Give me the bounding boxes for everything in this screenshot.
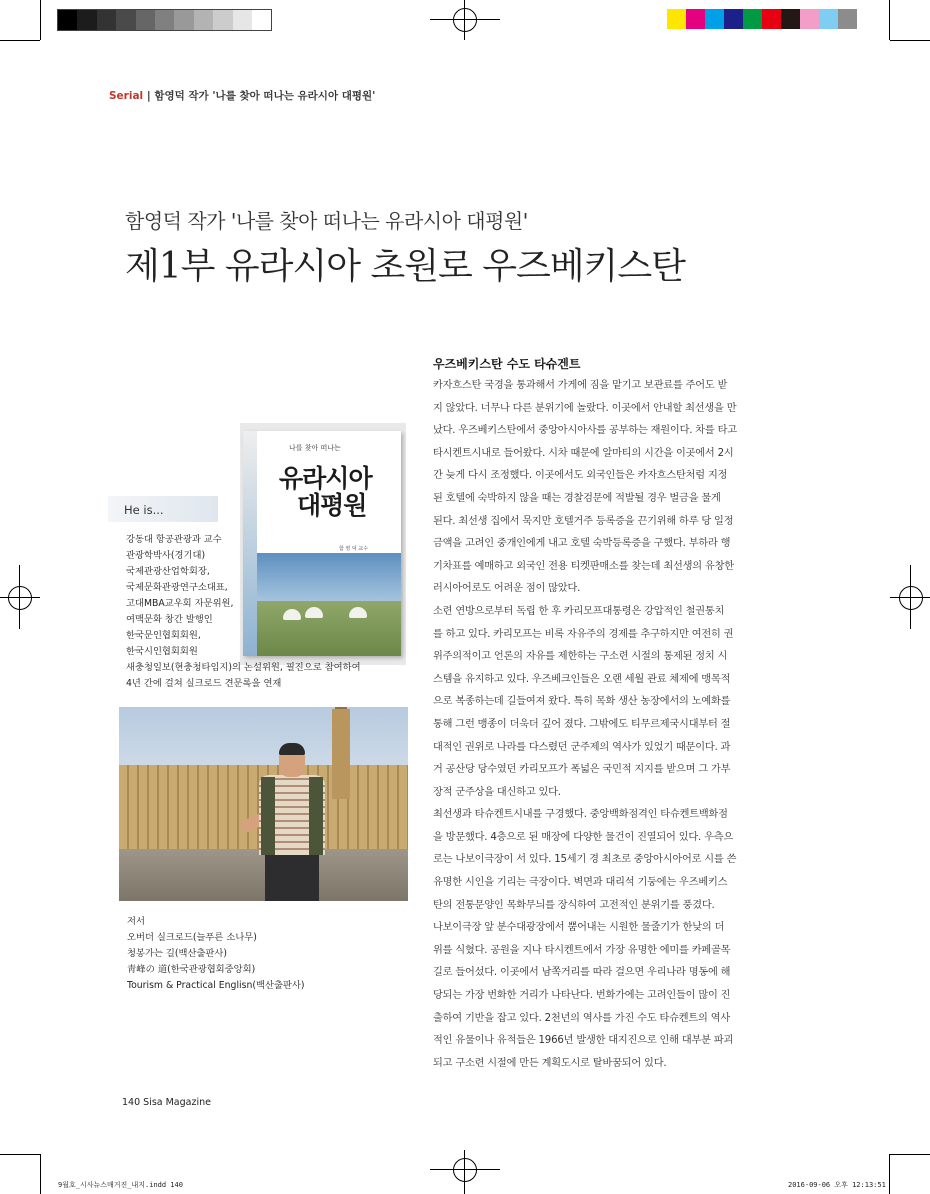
article-line: 거 공산당 당수였던 카리모프가 폭넓은 국민적 지지를 받으며 그 가부 xyxy=(433,764,731,776)
article-line: 탄의 전통문양인 목화무늬를 장식하여 고전적인 분위기를 풍겼다. xyxy=(433,899,715,911)
article-line: 났다. 우즈베키스탄에서 중앙아시아사를 공부하는 재원이다. 차를 타고 xyxy=(433,425,737,437)
color-swatch xyxy=(686,9,705,29)
gray-swatch xyxy=(58,10,77,30)
article-line: 대적인 권위로 나라를 다스렸던 군주제의 역사가 있었기 때문이다. 과 xyxy=(433,741,731,753)
bio-line: 4년 간에 걸쳐 실크로드 견문록을 연재 xyxy=(126,678,282,689)
color-swatch xyxy=(762,9,781,29)
article-line: 기차표를 예매하고 외국인 전용 티켓판매소를 찾는데 최선생의 유창한 xyxy=(433,560,734,572)
registration-mark xyxy=(453,8,477,32)
article-line: 위를 식혔다. 공원을 지나 타시켄트에서 가장 유명한 에미를 카페골목 xyxy=(433,944,731,956)
bio-line: 국제문화관광연구소대표, xyxy=(126,582,228,593)
timestamp-slug: 2016-09-06 오후 12:13:51 xyxy=(788,1181,886,1189)
color-swatch xyxy=(705,9,724,29)
article-line: 길로 들어섰다. 이곳에서 남쪽거리를 따라 걸으면 우리나라 명동에 해 xyxy=(433,967,731,979)
article-line: 장적 군주상을 대신하고 있다. xyxy=(433,786,561,798)
author-works xyxy=(127,914,305,994)
gray-swatch xyxy=(252,10,271,30)
gray-swatch xyxy=(194,10,213,30)
color-swatch xyxy=(800,9,819,29)
author-bio xyxy=(126,532,416,692)
gray-swatch xyxy=(174,10,193,30)
bio-line: 한국문인협회회원, xyxy=(126,630,201,641)
article-line: 최선생과 타슈켄트시내를 구경했다. 중앙백화점격인 타슈켄트백화점 xyxy=(433,809,728,821)
works-line: Tourism & Practical Englisn(백산출판사) xyxy=(127,980,305,991)
crop-mark xyxy=(890,40,930,41)
grayscale-bar xyxy=(57,9,272,31)
gray-swatch xyxy=(155,10,174,30)
article-line: 된다. 최선생 집에서 묵지만 호텔거주 등록증을 끈기위해 하루 당 일정 xyxy=(433,515,734,527)
registration-mark xyxy=(430,1169,500,1170)
person-hair xyxy=(279,743,305,755)
registration-mark xyxy=(890,597,930,598)
registration-mark xyxy=(8,586,32,610)
book-title-line-1: 유라시아 xyxy=(279,464,372,493)
gray-swatch xyxy=(233,10,252,30)
bio-line: 새충청일보(현충청타임지)의 논설위원, 필진으로 참여하여 xyxy=(126,662,361,673)
registration-mark xyxy=(0,597,40,598)
serial-title: 함영덕 작가 '나를 찾아 떠나는 유라시아 대평원' xyxy=(154,90,376,102)
article-line: 되고 구소련 시절에 만든 계획도시로 탈바꿈되어 있다. xyxy=(433,1057,667,1069)
running-header xyxy=(109,88,375,103)
article-text xyxy=(433,375,785,1075)
article-line: 위주의적이고 언론의 자유를 제한하는 구소련 시절의 통제된 정치 시 xyxy=(433,651,728,663)
article-line: 소련 연방으로부터 독립 한 후 카리모프대통령은 강압적인 철권통치 xyxy=(433,605,725,617)
article-line: 통해 그런 맹종이 더욱더 깊어 졌다. 그밖에도 티무르제국시대부터 절 xyxy=(433,718,731,730)
person-pants xyxy=(265,855,319,901)
registration-mark xyxy=(464,0,465,40)
color-swatch xyxy=(667,9,686,29)
article-line: 으로 복종하는데 길들여져 왔다. 특히 목화 생산 농장에서의 노예화를 xyxy=(433,696,731,708)
color-swatch xyxy=(724,9,743,29)
crop-mark xyxy=(0,40,40,41)
header-separator: | xyxy=(146,90,155,102)
article-line: 유명한 시인을 기리는 극장이다. 벽면과 대리석 기둥에는 우즈베키스 xyxy=(433,877,728,889)
color-bar xyxy=(667,9,857,29)
article-subtitle: 함영덕 작가 '나를 찾아 떠나는 유라시아 대평원' xyxy=(125,209,528,233)
article-line: 금액을 고려인 중개인에게 내고 호텔 숙박등록증을 구했다. 부하라 행 xyxy=(433,538,731,550)
bio-line: 관광학박사(경기대) xyxy=(126,550,206,561)
registration-mark xyxy=(430,19,500,20)
article-title: 제1부 유라시아 초원로 우즈베키스탄 xyxy=(125,246,685,287)
crop-mark xyxy=(890,1154,930,1155)
color-swatch xyxy=(838,9,857,29)
registration-mark xyxy=(899,586,923,610)
works-line: 오버더 실크로드(늘푸른 소나무) xyxy=(127,932,257,943)
article-line: 지 않았다. 너무나 다른 분위기에 놀랐다. 이곳에서 안내할 최선생을 만 xyxy=(433,402,737,414)
section-heading: 우즈베키스탄 수도 타슈겐트 xyxy=(433,357,581,371)
article-line: 적인 유물이나 유적들은 1966년 발생한 대지진으로 인해 대부분 파괴 xyxy=(433,1035,734,1047)
registration-mark xyxy=(464,1150,465,1194)
article-body xyxy=(433,353,785,1075)
gray-swatch xyxy=(116,10,135,30)
page-number: 140 Sisa Magazine xyxy=(122,1097,211,1108)
crop-mark xyxy=(0,1154,40,1155)
profile-label: He is... xyxy=(124,503,164,517)
color-swatch xyxy=(781,9,800,29)
article-line: 러시아어로도 어려운 점이 많았다. xyxy=(433,583,581,595)
crop-mark xyxy=(40,0,41,40)
gray-swatch xyxy=(77,10,96,30)
works-line: 청봉가는 길(백산출판사) xyxy=(127,948,228,959)
book-title-line-2: 대평원 xyxy=(297,491,367,520)
author-photo xyxy=(119,707,408,901)
crop-mark xyxy=(889,1154,890,1194)
article-line: 을 방문했다. 4층으로 된 매장에 다양한 물건이 진열되어 있다. 우측으 xyxy=(433,831,734,843)
color-swatch xyxy=(819,9,838,29)
bio-line: 강동대 항공관광과 교수 xyxy=(126,534,222,545)
gray-swatch xyxy=(97,10,116,30)
article-line: 간 늦게 다시 조정했다. 이곳에서도 외국인들은 카자흐스탄처럼 지정 xyxy=(433,470,728,482)
article-line: 를 하고 있다. 카리모프는 비록 자유주의 경제를 추구하지만 여전히 권 xyxy=(433,628,734,640)
serial-tag: Serial xyxy=(109,90,144,102)
article-line: 된 호텔에 숙박하지 않을 때는 경찰검문에 적발될 경우 벌금을 물게 xyxy=(433,492,721,504)
bio-line: 여맥문화 창간 발행인 xyxy=(126,614,213,625)
person-vest xyxy=(261,777,275,855)
bio-line: 고대MBA교우회 자문위원, xyxy=(126,598,234,609)
article-line: 로는 나보이극장이 서 있다. 15세기 경 최초로 중앙아시아어로 시를 쓴 xyxy=(433,854,737,866)
book-small-title: 나를 찾아 떠나는 xyxy=(289,444,341,452)
gray-swatch xyxy=(136,10,155,30)
bio-line: 국제관광산업학회장, xyxy=(126,566,210,577)
works-line: 靑峰の 道(한국관광협회중앙회) xyxy=(127,964,256,975)
article-line: 카자흐스탄 국경을 통과해서 가게에 짐을 맡기고 보관료를 주어도 받 xyxy=(433,380,728,391)
book-author: 함 영 덕 교수 xyxy=(339,546,368,552)
person-vest xyxy=(309,777,323,855)
registration-mark xyxy=(453,1158,477,1182)
article-line: 스템을 유지하고 있다. 우즈베크인들은 오랜 세월 관료 체제에 맹목적 xyxy=(433,673,731,685)
crop-mark xyxy=(889,0,890,40)
crop-mark xyxy=(40,1154,41,1194)
color-swatch xyxy=(743,9,762,29)
works-line: 저서 xyxy=(127,916,145,927)
article-line: 나보이극장 앞 분수대광장에서 뿜어내는 시원한 물줄기가 한낮의 더 xyxy=(433,922,725,934)
bio-line: 한국시인협회회원 xyxy=(126,646,198,657)
article-line: 출하여 기반을 잡고 있다. 2천년의 역사를 가진 수도 타슈켄트의 역사 xyxy=(433,1012,730,1024)
file-slug: 9월호_시사뉴스매거진_내지.indd 140 xyxy=(58,1181,183,1189)
article-line: 당되는 가장 번화한 거리가 나타난다. 번화가에는 고려인들이 많이 진 xyxy=(433,990,731,1002)
gray-swatch xyxy=(213,10,232,30)
article-line: 타시켄트시내로 들어왔다. 시차 때문에 알마티의 시간을 이곳에서 2시 xyxy=(433,447,734,459)
photo-person xyxy=(251,745,335,901)
